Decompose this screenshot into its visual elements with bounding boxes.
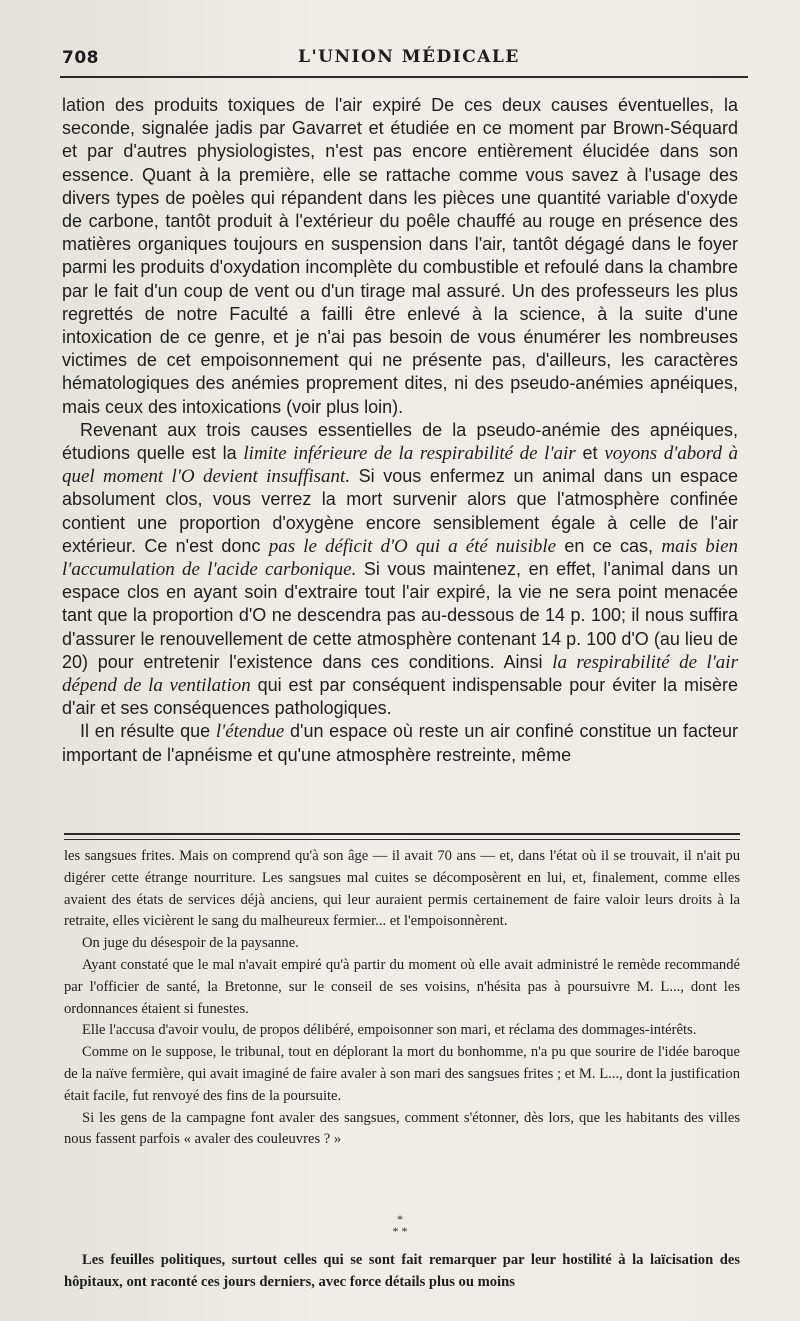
footnote-paragraph-1: les sangsues frites. Mais on comprend qu'à son âge — il avait 70 ans — et, dans l'état où il se trouvait, il n'ait pu digérer cette étrange nourriture. Les sangsues mal cuites se décomposèrent en lui, et, finalement, comme elles avaient des états de services déjà anciens, qui leur auraient permis certainement de faire valoir leurs droits à la retraite, elles vicièrent le sang du malheureux fermier... et l'empoisonnèrent. bbox=[64, 848, 740, 930]
p2-italic-4: mais bien l'accumulation de l'acide carbonique. bbox=[62, 535, 739, 581]
p3-text-a: Il en résulte que bbox=[80, 721, 216, 742]
p2-text-c: Si vous enfermez un animal dans un espace absolument clos, vous verrez la mort survenir alors que l'atmosphère confinée contient une proportion d'oxygène encore sensiblement égale à celle de l'air extérieur. Ce n'est donc bbox=[62, 466, 738, 556]
paragraph-3 bbox=[62, 720, 738, 766]
footnote-paragraph-4: Elle l'accusa d'avoir voulu, de propos délibéré, empoisonner son mari, et réclama des dommages-intérêts. bbox=[82, 1022, 697, 1039]
section-separator bbox=[380, 1213, 420, 1237]
footnote-rule-thick bbox=[64, 833, 740, 835]
footnote-paragraph-5: Comme on le suppose, le tribunal, tout en déplorant la mort du bonhomme, n'a pu que sourire de l'idée baroque de la naïve fermière, qui avait imaginé de faire avaler à son mari des sangsues frites ; et M. L..., dont la justification était facile, fut renvoyé des fins de la poursuite. bbox=[64, 1044, 740, 1104]
footnote bbox=[64, 846, 740, 1151]
footnote-paragraph-6: Si les gens de la campagne font avaler des sangsues, comment s'étonner, dès lors, que les habitants des villes nous fassent parfois « avaler des couleuvres ? » bbox=[64, 1109, 740, 1148]
footnote-rule-thin bbox=[64, 839, 740, 840]
p2-italic-5: la respirabilité de l'air dépend de la ventilation bbox=[62, 651, 738, 697]
paragraph-1: lation des produits toxiques de l'air expiré De ces deux causes éventuelles, la seconde, signalée jadis par Gavarret et étudiée en ce moment par Brown-Séquard et par d'autres physiologistes, n'est pas encore entièrement élucidée dans son essence. Quant à la première, elle se rattache comme vous savez à l'usage des divers types de poèles qui répandent dans les pièces une quantité variable d'oxyde de carbone, tantôt produit à l'extérieur du poêle chauffé au rouge en présence des matières organiques toujours en suspension dans l'air, tantôt dégagé dans le foyer parmi les produits d'oxydation incomplète du combustible et refoulé dans la chambre par le fait d'un coup de vent ou d'un tirage mal assuré. Un des professeurs les plus regrettés de notre Faculté a failli être enlevé à la science, à la suite d'une intoxication de ce genre, et je n'ai pas besoin de vous énumérer les nombreuses victimes de cet empoisonnement qui ne présente pas, d'ailleurs, les caractères hématologiques des anémies proprement dites, ni des pseudo-anémies apnéiques, mais ceux des intoxications (voir plus loin). bbox=[62, 95, 738, 417]
running-title: L'UNION MÉDICALE bbox=[298, 47, 520, 67]
p2-text-a: Revenant aux trois causes essentielles de la pseudo-anémie des apnéiques, étudions quelle est la bbox=[62, 419, 738, 464]
paragraph-2 bbox=[62, 419, 738, 721]
main-text bbox=[62, 94, 738, 767]
p2-text-e: Si vous maintenez, en effet, l'animal dans un espace clos en ayant soin d'extraire tout l'air expiré, la vie ne sera point menacée tant que la proportion d'O ne descendra pas au-dessous de 14 p. 100; il nous suffira d'assurer le renouvellement de cette atmosphère contenant 14 p. 100 d'O (au lieu de 20) pour entretenir l'existence dans ces conditions. Ainsi bbox=[62, 559, 738, 672]
separator-star-bottom: * * bbox=[392, 1224, 408, 1238]
header-rule bbox=[60, 76, 748, 78]
p2-italic-2: voyons d'abord à quel moment l'O devient insuffisant. bbox=[62, 443, 739, 488]
p2-text-f: qui est par conséquent indispensable pour éviter la misère d'air et ses conséquences pathologiques. bbox=[62, 675, 738, 719]
p2-italic-1: limite inférieure de la respirabilité de l'air bbox=[243, 443, 576, 465]
footnote-paragraph-2: On juge du désespoir de la paysanne. bbox=[82, 935, 299, 952]
closing-paragraph: Les feuilles politiques, surtout celles qui se sont fait remarquer par leur hostilité à la laïcisation des hôpitaux, ont raconté ces jours derniers, avec force détails plus ou moins bbox=[64, 1252, 740, 1290]
separator-star-top: * bbox=[397, 1212, 403, 1226]
page-number: 708 bbox=[62, 48, 99, 68]
p3-italic-1: l'étendue bbox=[215, 721, 285, 743]
page-header bbox=[58, 46, 748, 76]
footnote-paragraph-3: Ayant constaté que le mal n'avait empiré qu'à partir du moment où elle avait administré le remède recommandé par l'officier de santé, la Bretonne, sur le conseil de ses voisins, n'hésita pas à poursuivre M. L..., dont les ordonnances étaient si funestes. bbox=[64, 956, 740, 1017]
p2-text-d: en ce cas, bbox=[556, 535, 662, 556]
p2-text-b: et bbox=[575, 443, 605, 464]
p2-italic-3: pas le déficit d'O qui a été nuisible bbox=[268, 535, 557, 557]
closing-text bbox=[64, 1250, 740, 1294]
p3-text-b: d'un espace où reste un air confiné constitue un facteur important de l'apnéisme et qu'une atmosphère restreinte, même bbox=[62, 721, 738, 765]
